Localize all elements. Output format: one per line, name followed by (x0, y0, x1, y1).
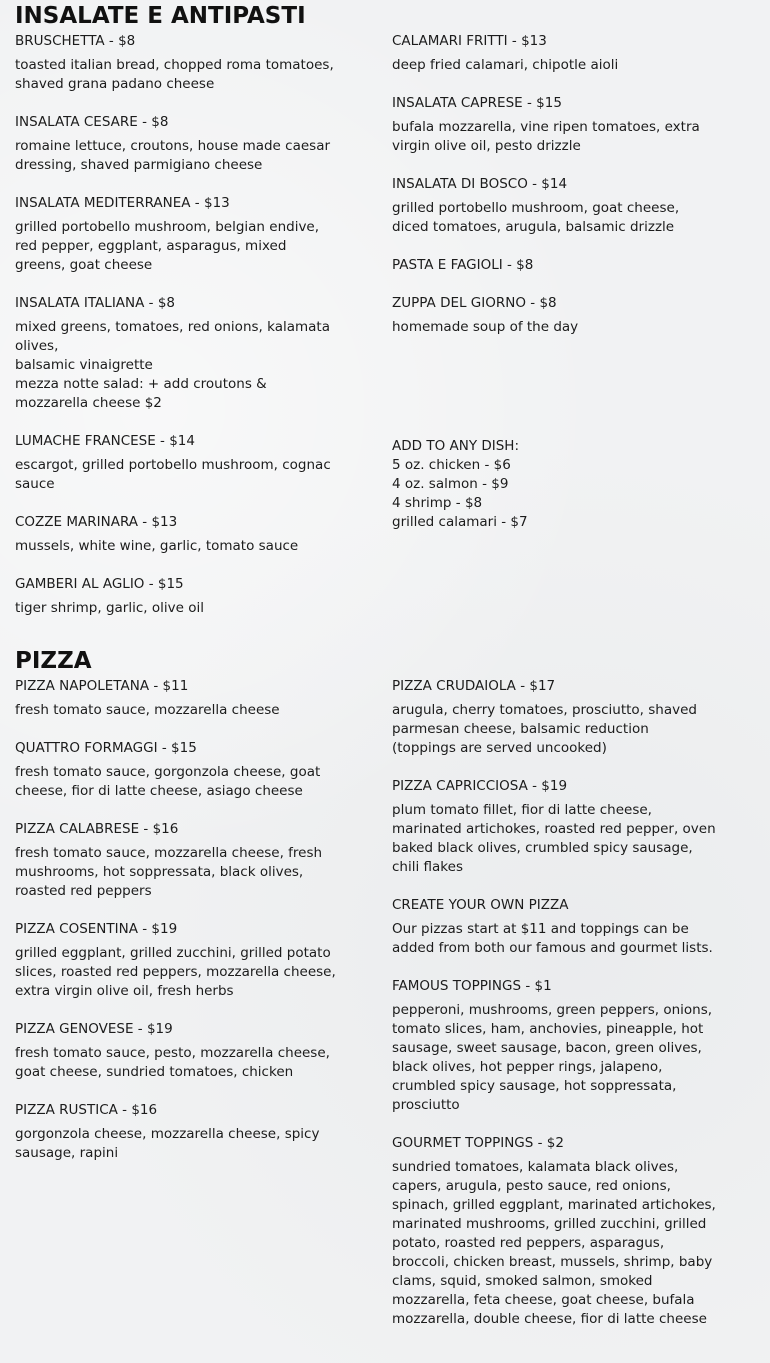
menu-item-name: GAMBERI AL AGLIO - $15 (15, 576, 184, 592)
menu-item (15, 677, 340, 720)
menu-item (15, 739, 340, 801)
antipasti-right-column (392, 32, 717, 356)
pizza-left-column (15, 677, 340, 1182)
menu-item-description (15, 944, 340, 1001)
menu-item (15, 920, 340, 1001)
menu-item (15, 432, 340, 494)
description-line: escargot, grilled portobello mushroom, cognac sauce (15, 457, 331, 492)
description-line: deep fried calamari, chipotle aioli (392, 57, 619, 73)
menu-item (392, 94, 717, 156)
description-line: romaine lettuce, croutons, house made caesar dressing, shaved parmigiano cheese (15, 138, 331, 173)
menu-item-name: PASTA E FAGIOLI - $8 (392, 257, 534, 273)
menu-item-description (392, 199, 717, 237)
addon-item: 4 shrimp - $8 (392, 495, 483, 511)
addon-item: grilled calamari - $7 (392, 514, 528, 530)
menu-item-description (15, 56, 340, 94)
menu-item-description (392, 701, 717, 758)
description-line: fresh tomato sauce, mozzarella cheese (15, 702, 280, 718)
menu-item-description (15, 318, 340, 413)
menu-item-name: ZUPPA DEL GIORNO - $8 (392, 295, 557, 311)
menu-item-description (392, 801, 717, 877)
menu-item-name: CALAMARI FRITTI - $13 (392, 33, 547, 49)
menu-item (392, 777, 717, 877)
description-line: mixed greens, tomatoes, red onions, kalamata olives, (15, 319, 330, 354)
menu-item (392, 256, 717, 275)
menu-item-description (15, 844, 340, 901)
description-line: pepperoni, mushrooms, green peppers, onions, tomato slices, ham, anchovies, pineapple, hot sausage, sweet sausage, bacon, green olives, black olives, hot pepper rings, jalapeno, crumbled spicy sausage, hot soppressata, prosciutto (392, 1002, 713, 1113)
menu-item (15, 820, 340, 901)
menu-item-name: FAMOUS TOPPINGS - $1 (392, 978, 552, 994)
menu-item-name: PIZZA COSENTINA - $19 (15, 921, 178, 937)
menu-item-description (15, 1125, 340, 1163)
menu-item (392, 677, 717, 758)
menu-item-name: PIZZA CALABRESE - $16 (15, 821, 179, 837)
menu-item (392, 896, 717, 958)
pizza-right-column (392, 677, 717, 1348)
menu-item-name: COZZE MARINARA - $13 (15, 514, 178, 530)
menu-item (15, 575, 340, 618)
section-title-pizza: PIZZA (15, 648, 92, 674)
menu-item-name: INSALATA CAPRESE - $15 (392, 95, 562, 111)
menu-item-description (15, 701, 340, 720)
add-to-any-dish (392, 437, 717, 532)
menu-item (392, 1134, 717, 1329)
menu-item-name: CREATE YOUR OWN PIZZA (392, 897, 569, 913)
description-line: arugula, cherry tomatoes, prosciutto, shaved parmesan cheese, balsamic reduction (392, 702, 697, 737)
antipasti-left-column (15, 32, 340, 637)
menu-item-name: INSALATA ITALIANA - $8 (15, 295, 175, 311)
menu-item-name: PIZZA NAPOLETANA - $11 (15, 678, 189, 694)
menu-item (15, 32, 340, 94)
description-line: fresh tomato sauce, pesto, mozzarella cheese, goat cheese, sundried tomatoes, chicken (15, 1045, 330, 1080)
section-title-antipasti: INSALATE E ANTIPASTI (15, 3, 306, 29)
menu-item-description (392, 56, 717, 75)
menu-item (392, 175, 717, 237)
menu-item-name: PIZZA CRUDAIOLA - $17 (392, 678, 556, 694)
menu-item-name: PIZZA RUSTICA - $16 (15, 1102, 158, 1118)
description-line: Our pizzas start at $11 and toppings can be added from both our famous and gourmet lists. (392, 921, 713, 956)
description-line: grilled portobello mushroom, belgian endive, red pepper, eggplant, asparagus, mixed greens, goat cheese (15, 219, 320, 273)
menu-item-description (15, 137, 340, 175)
menu-item-description (15, 599, 340, 618)
menu-item-description (15, 763, 340, 801)
menu-item-description (15, 456, 340, 494)
description-line: (toppings are served uncooked) (392, 740, 607, 756)
description-line: grilled eggplant, grilled zucchini, grilled potato slices, roasted red peppers, mozzarella cheese, extra virgin olive oil, fresh herbs (15, 945, 336, 999)
menu-item-name: BRUSCHETTA - $8 (15, 33, 136, 49)
addon-item: 4 oz. salmon - $9 (392, 476, 509, 492)
menu-item (392, 294, 717, 337)
menu-item-name: PIZZA CAPRICCIOSA - $19 (392, 778, 568, 794)
description-line: fresh tomato sauce, gorgonzola cheese, goat cheese, fior di latte cheese, asiago cheese (15, 764, 321, 799)
description-line: grilled portobello mushroom, goat cheese, diced tomatoes, arugula, balsamic drizzle (392, 200, 680, 235)
menu-item (15, 513, 340, 556)
description-line: sundried tomatoes, kalamata black olives, capers, arugula, pesto sauce, red onions, spinach, grilled eggplant, marinated artichokes, marinated mushrooms, grilled zucchini, grilled potato, roasted red peppers, asparagus, broccoli, chicken breast, mussels, shrimp, baby clams, squid, smoked salmon, smoked mozzarella, feta cheese, goat cheese, bufala mozzarella, double cheese, fior di latte cheese (392, 1159, 716, 1327)
menu-item (392, 977, 717, 1115)
menu-item (15, 194, 340, 275)
menu-item-description (392, 118, 717, 156)
menu-item-description (392, 1001, 717, 1115)
description-line: homemade soup of the day (392, 319, 579, 335)
description-line: mezza notte salad: + add croutons & mozzarella cheese $2 (15, 376, 267, 411)
menu-item (15, 294, 340, 413)
description-line: plum tomato fillet, fior di latte cheese, marinated artichokes, roasted red pepper, oven baked black olives, crumbled spicy sausage, chili flakes (392, 802, 716, 875)
description-line: balsamic vinaigrette (15, 357, 153, 373)
menu-item-description (392, 920, 717, 958)
description-line: tiger shrimp, garlic, olive oil (15, 600, 204, 616)
menu-item-description (392, 318, 717, 337)
menu-item-name: INSALATA DI BOSCO - $14 (392, 176, 568, 192)
description-line: fresh tomato sauce, mozzarella cheese, fresh mushrooms, hot soppressata, black olives, roasted red peppers (15, 845, 323, 899)
menu-item-name: PIZZA GENOVESE - $19 (15, 1021, 173, 1037)
description-line: mussels, white wine, garlic, tomato sauce (15, 538, 299, 554)
menu-item-name: LUMACHE FRANCESE - $14 (15, 433, 195, 449)
menu-item-description (15, 218, 340, 275)
menu-item-name: GOURMET TOPPINGS - $2 (392, 1135, 564, 1151)
menu-item-description (15, 537, 340, 556)
menu-item-description (15, 1044, 340, 1082)
menu-item (15, 113, 340, 175)
addon-heading: ADD TO ANY DISH: (392, 438, 519, 454)
description-line: bufala mozzarella, vine ripen tomatoes, extra virgin olive oil, pesto drizzle (392, 119, 700, 154)
menu-item (392, 32, 717, 75)
addon-item: 5 oz. chicken - $6 (392, 457, 511, 473)
description-line: toasted italian bread, chopped roma tomatoes, shaved grana padano cheese (15, 57, 334, 92)
menu-item (15, 1101, 340, 1163)
menu-item-name: QUATTRO FORMAGGI - $15 (15, 740, 197, 756)
menu-item-name: INSALATA MEDITERRANEA - $13 (15, 195, 230, 211)
description-line: gorgonzola cheese, mozzarella cheese, spicy sausage, rapini (15, 1126, 320, 1161)
menu-item (15, 1020, 340, 1082)
menu-item-description (392, 1158, 717, 1329)
menu-item-name: INSALATA CESARE - $8 (15, 114, 169, 130)
